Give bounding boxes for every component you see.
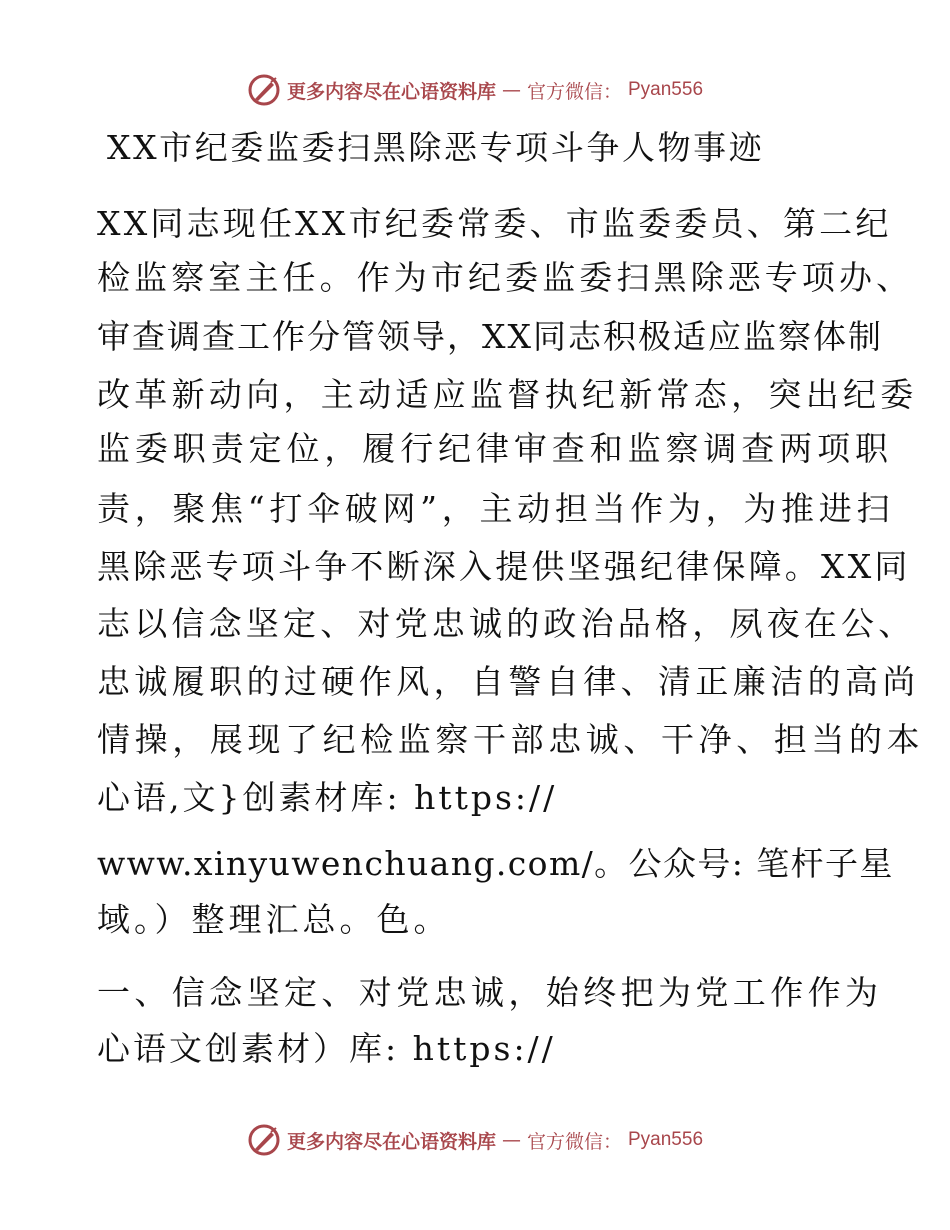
banner-content	[247, 1123, 703, 1157]
banner-wechat-id: Pyan556	[628, 79, 704, 100]
body-line: 域。）整理汇总。色。	[97, 900, 451, 939]
body-line: 心语,文}创素材库: https://	[97, 778, 558, 817]
body-line: 改革新动向，主动适应监督执纪新常态，突出纪委	[97, 375, 918, 414]
footer-banner	[0, 1120, 950, 1160]
body-line: 一、信念坚定、对党忠诚，始终把为党工作作为	[97, 973, 883, 1012]
body-line: XX同志现任XX市纪委常委、市监委委员、第二纪	[97, 204, 892, 243]
banner-slogan: 更多内容尽在心语资料库	[286, 80, 496, 103]
body-line: 责，聚焦“打伞破网”，主动担当作为，为推进扫	[97, 489, 895, 528]
banner-content	[247, 73, 703, 107]
banner-dash: —	[501, 1129, 521, 1151]
body-line: 黑除恶专项斗争不断深入提供坚强纪律保障。XX同	[97, 547, 911, 586]
body-line: 监委职责定位，履行纪律审查和监察调查两项职	[97, 429, 893, 468]
feather-pen-circle-icon	[247, 73, 281, 107]
body-line: 审查调查工作分管领导，XX同志积极适应监察体制	[97, 317, 883, 356]
banner-slogan: 更多内容尽在心语资料库	[286, 1130, 496, 1153]
body-line: 志以信念坚定、对党忠诚的政治品格，夙夜在公、	[97, 604, 916, 643]
header-banner	[0, 70, 950, 110]
banner-wechat-label: 官方微信：	[526, 80, 622, 103]
body-line: 检监察室主任。作为市纪委监委扫黑除恶专项办、	[97, 258, 914, 297]
body-line: 心语文创素材）库: https://	[97, 1029, 556, 1068]
body-line: 情操，展现了纪检监察干部忠诚、干净、担当的本	[97, 720, 925, 759]
banner-wechat-label: 官方微信：	[526, 1130, 622, 1153]
feather-pen-circle-icon	[247, 1123, 281, 1157]
banner-dash: —	[501, 79, 521, 101]
body-line: 忠诚履职的过硬作风，自警自律、清正廉洁的高尚	[97, 662, 920, 701]
document-title: XX市纪委监委扫黑除恶专项斗争人物事迹	[107, 128, 765, 167]
banner-wechat-id: Pyan556	[628, 1129, 704, 1150]
body-line: www.xinyuwenchuang.com/。公众号: 笔杆子星	[97, 844, 894, 883]
